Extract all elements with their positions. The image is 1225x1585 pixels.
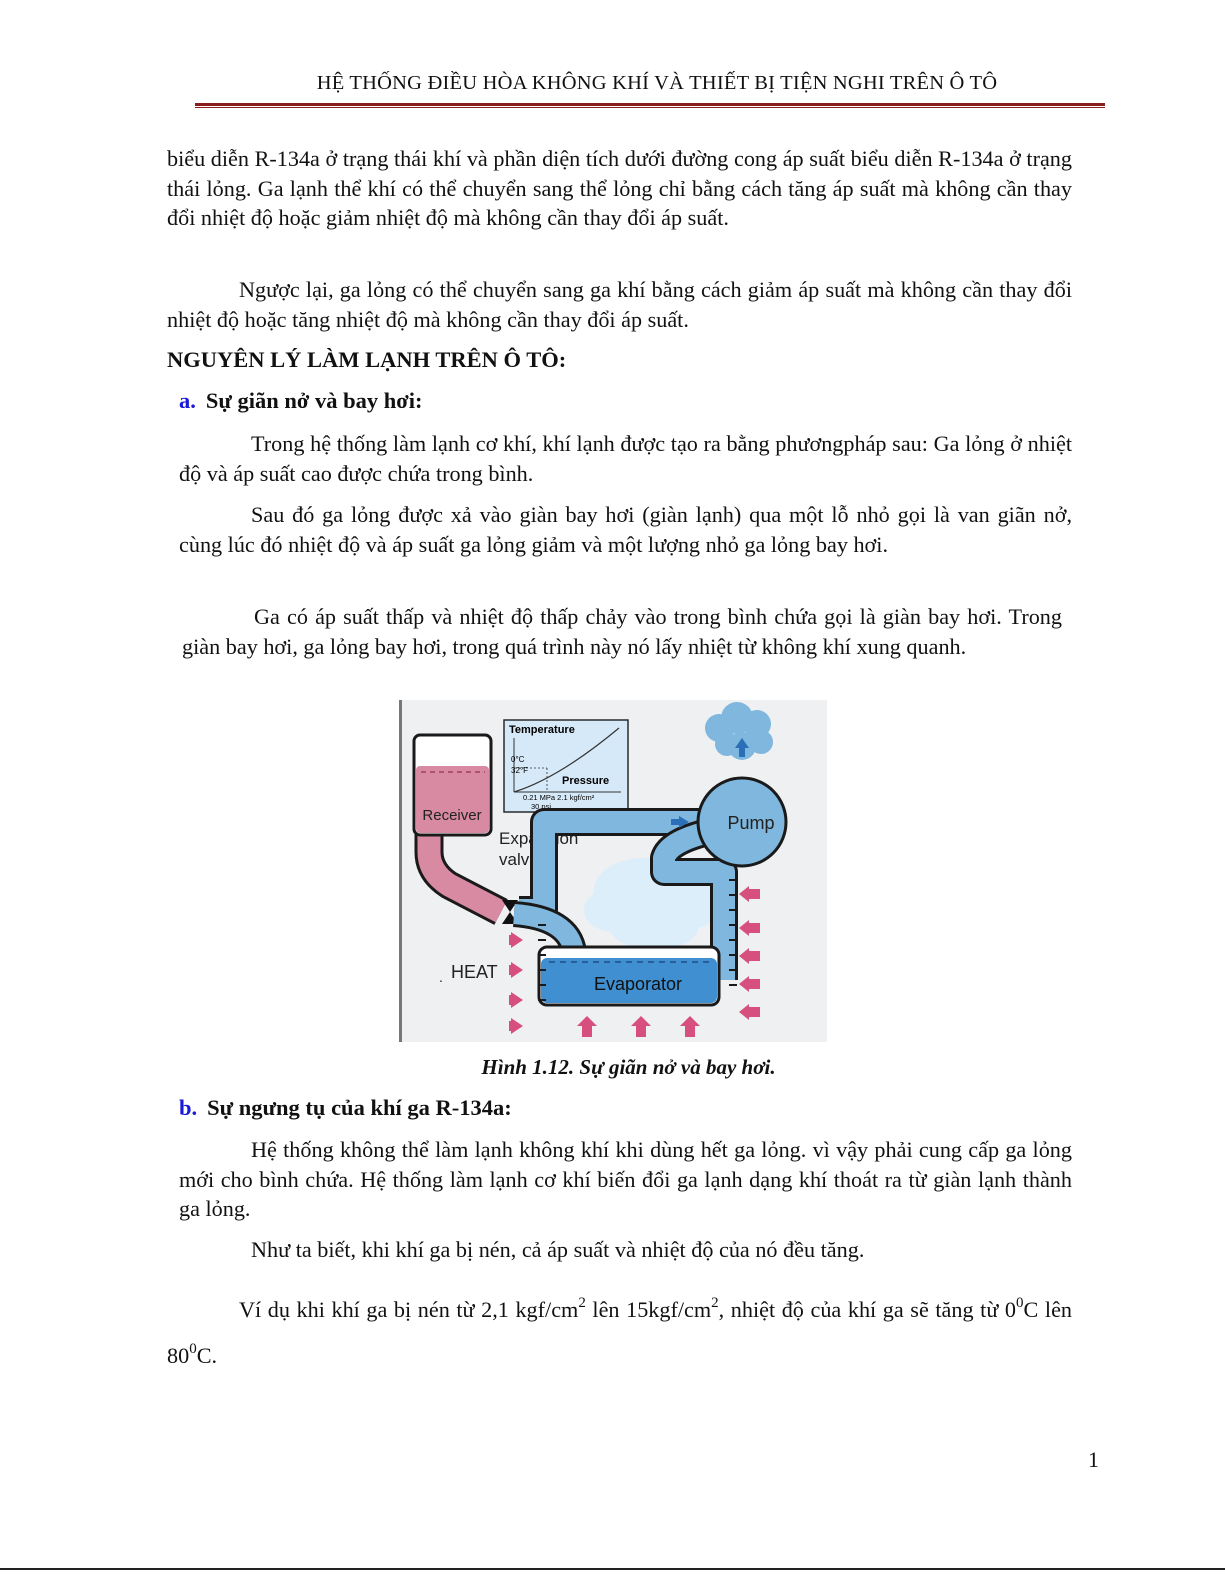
expansion-evaporation-figure xyxy=(399,700,827,1042)
inset-pressure-label: Pressure xyxy=(562,775,610,787)
paragraph-8-text-4: C lên 80 xyxy=(167,1297,1073,1368)
superscript-3: 0 xyxy=(1016,1295,1024,1311)
paragraph-8 xyxy=(167,1287,1072,1379)
expansion-label-line1: Expansion xyxy=(499,829,579,848)
section-heading: NGUYÊN LÝ LÀM LẠNH TRÊN Ô TÔ: xyxy=(167,347,567,372)
paragraph-8-text-3: , nhiệt độ của khí ga sẽ tăng từ 0 xyxy=(718,1297,1017,1322)
subheading-a xyxy=(179,388,422,414)
inset-temp-f: 32°F xyxy=(511,766,528,775)
paragraph-8-text-1: Ví dụ khi khí ga bị nén từ 2,1 kgf/cm xyxy=(239,1297,579,1322)
subheading-b xyxy=(179,1095,512,1121)
paragraph-1: biểu diễn R-134a ở trạng thái khí và phần diện tích dưới đường cong áp suất biểu diễn R-134a ở trạng thái lỏng. Ga lạnh thể khí có thể chuyển sang thể lỏng chỉ bằng cách tăng áp suất mà không cần thay đổi nhiệt độ hoặc giảm nhiệt độ mà không cần thay đổi áp suất. xyxy=(167,146,1072,230)
subheading-a-title: Sự giãn nở và bay hơi: xyxy=(205,388,423,413)
receiver-label: Receiver xyxy=(422,807,482,824)
superscript-1: 2 xyxy=(578,1295,586,1311)
expansion-label-line2: valve xyxy=(499,850,539,869)
pump-label: Pump xyxy=(727,813,775,833)
subheading-b-letter: b. xyxy=(179,1095,198,1120)
header-rule xyxy=(195,103,1105,108)
inset-psi: 30 psi xyxy=(531,802,552,811)
page-header xyxy=(195,72,1105,108)
paragraph-6: Hệ thống không thể làm lạnh không khí khi dùng hết ga lỏng. vì vậy phải cung cấp ga lỏng mới cho bình chứa. Hệ thống làm lạnh cơ khí biến đổi ga lạnh dạng khí thoát ra từ giàn lạnh thành ga lỏng. xyxy=(179,1137,1072,1221)
paragraph-8-text-5: C. xyxy=(196,1343,218,1368)
page-number: 1 xyxy=(1088,1447,1099,1472)
pressure-temperature-inset xyxy=(504,720,628,812)
inset-temperature-label: Temperature xyxy=(509,724,575,736)
subheading-a-letter: a. xyxy=(179,388,196,413)
paragraph-5: Ga có áp suất thấp và nhiệt độ thấp chảy vào trong bình chứa gọi là giàn bay hơi. Trong giàn bay hơi, ga lỏng bay hơi, trong quá trình này nó lấy nhiệt từ không khí xung quanh. xyxy=(182,604,1062,659)
inset-temp-c: 0°C xyxy=(511,755,525,764)
paragraph-8-text-2: lên 15kgf/cm xyxy=(585,1297,712,1322)
svg-text:.: . xyxy=(439,969,443,985)
paragraph-7: Như ta biết, khi khí ga bị nén, cả áp suất và nhiệt độ của nó đều tăng. xyxy=(251,1237,865,1262)
inset-pressure-value: 0.21 MPa 2.1 kgf/cm² xyxy=(523,793,595,802)
figure-caption: Hình 1.12. Sự giãn nở và bay hơi. xyxy=(481,1055,776,1079)
header-title: HỆ THỐNG ĐIỀU HÒA KHÔNG KHÍ VÀ THIẾT BỊ TIỆN NGHI TRÊN Ô TÔ xyxy=(316,72,998,94)
subheading-b-title: Sự ngưng tụ của khí ga R-134a: xyxy=(207,1095,512,1120)
paragraph-3: Trong hệ thống làm lạnh cơ khí, khí lạnh được tạo ra bằng phươngpháp sau: Ga lỏng ở nhiệt độ và áp suất cao được chứa trong bình. xyxy=(179,431,1072,486)
paragraph-4: Sau đó ga lỏng được xả vào giàn bay hơi (giàn lạnh) qua một lỗ nhỏ gọi là van giãn nở, cùng lúc đó nhiệt độ và áp suất ga lỏng giảm và một lượng nhỏ ga lỏng bay hơi. xyxy=(179,502,1072,557)
bottom-rule xyxy=(0,1568,1225,1570)
superscript-2: 2 xyxy=(711,1295,719,1311)
paragraph-2: Ngược lại, ga lỏng có thể chuyển sang ga khí bằng cách giảm áp suất mà không cần thay đổi nhiệt độ hoặc tăng nhiệt độ mà không cần thay đổi áp suất. xyxy=(167,277,1072,332)
superscript-4: 0 xyxy=(189,1341,197,1357)
evaporator-label: Evaporator xyxy=(593,974,683,994)
heat-label: HEAT xyxy=(451,962,498,982)
